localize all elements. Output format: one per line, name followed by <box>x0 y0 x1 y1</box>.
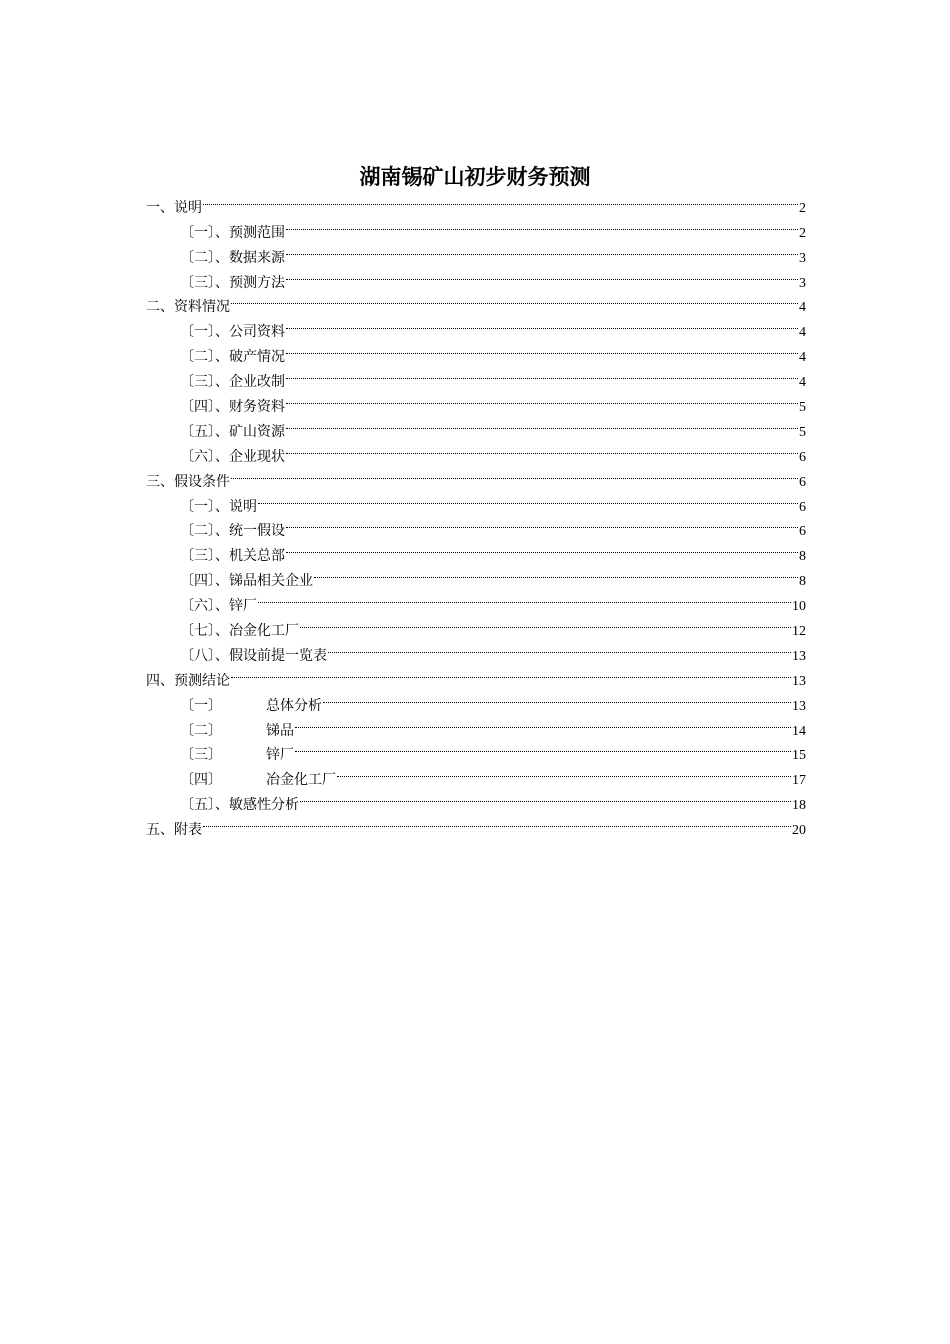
dot-leader <box>231 287 798 312</box>
toc-entry[interactable] <box>146 809 806 839</box>
toc-entry-page-number: 6 <box>799 449 806 465</box>
toc-entry-label: 〔六〕、企业现状 <box>180 448 285 465</box>
toc-entry[interactable] <box>146 187 806 216</box>
dot-leader <box>286 411 798 436</box>
toc-entry-page-number: 4 <box>799 325 806 341</box>
dot-leader <box>231 461 798 486</box>
toc-entry-label: 锑品 <box>266 722 294 739</box>
toc-entry[interactable] <box>146 311 806 341</box>
toc-entry-page-number: 13 <box>792 648 806 664</box>
toc-entry-page-number: 10 <box>792 599 806 615</box>
toc-entry-number: 〔一〕 <box>180 697 222 714</box>
toc-entry-page-number: 18 <box>792 798 806 814</box>
toc-entry[interactable] <box>146 486 806 515</box>
dot-leader <box>286 386 798 411</box>
toc-entry-label: 〔四〕、财务资料 <box>180 399 285 416</box>
dot-leader <box>286 511 798 536</box>
document-title: 湖南锡矿山初步财务预测 <box>359 164 591 190</box>
dot-leader <box>286 336 798 361</box>
toc-entry-page-number: 6 <box>799 499 806 515</box>
toc-entry-page-number: 6 <box>799 474 806 490</box>
toc-entry-label: 〔二〕、破产情况 <box>180 349 285 366</box>
toc-entry-label: 〔三〕、机关总部 <box>180 548 285 565</box>
toc-entry-page-number: 3 <box>799 275 806 291</box>
dot-leader <box>203 809 791 834</box>
toc-entry-page-number: 4 <box>799 375 806 391</box>
dot-leader <box>258 486 798 511</box>
toc-entry-page-number: 8 <box>799 574 806 590</box>
toc-entry-label: 〔六〕、锌厂 <box>180 598 257 615</box>
toc-entry-label: 〔一〕、预测范围 <box>180 224 285 241</box>
toc-entry[interactable] <box>146 759 806 789</box>
toc-entry-label: 三、假设条件 <box>146 473 230 490</box>
toc-entry-label: 冶金化工厂 <box>266 772 336 789</box>
toc-entry-label: 〔七〕、冶金化工厂 <box>180 623 299 640</box>
toc-entry-label: 锌厂 <box>266 747 294 764</box>
toc-entry[interactable] <box>146 461 806 490</box>
toc-entry-label: 四、预测结论 <box>146 672 230 689</box>
toc-entry-page-number: 14 <box>792 723 806 739</box>
toc-entry-page-number: 6 <box>799 524 806 540</box>
toc-entry[interactable] <box>146 735 806 764</box>
toc-entry-label: 〔五〕、敏感性分析 <box>180 797 299 814</box>
toc-entry-page-number: 2 <box>799 225 806 241</box>
dot-leader <box>258 585 791 610</box>
toc-entry-page-number: 12 <box>792 624 806 640</box>
toc-entry-page-number: 3 <box>799 250 806 266</box>
toc-entry[interactable] <box>146 287 806 316</box>
toc-entry[interactable] <box>146 710 806 739</box>
toc-entry-page-number: 4 <box>799 300 806 316</box>
toc-entry[interactable] <box>146 685 806 714</box>
toc-entry-label: 〔四〕、锑品相关企业 <box>180 573 313 590</box>
dot-leader <box>231 660 791 685</box>
dot-leader <box>300 610 791 635</box>
toc-entry-number: 〔三〕 <box>180 747 222 764</box>
toc-entry[interactable] <box>146 660 806 689</box>
toc-entry-label: 总体分析 <box>266 697 322 714</box>
toc-entry-label: 一、说明 <box>146 199 202 216</box>
toc-entry-label: 五、附表 <box>146 822 202 839</box>
toc-entry-page-number: 20 <box>792 823 806 839</box>
toc-entry-page-number: 5 <box>799 400 806 416</box>
dot-leader <box>286 262 798 287</box>
dot-leader <box>337 759 791 784</box>
toc-entry-label: 〔八〕、假设前提一览表 <box>180 647 327 664</box>
toc-entry-page-number: 15 <box>792 748 806 764</box>
dot-leader <box>328 635 791 660</box>
toc-entry-number: 〔二〕 <box>180 722 222 739</box>
toc-entry-label: 〔三〕、预测方法 <box>180 274 285 291</box>
dot-leader <box>295 710 791 735</box>
table-of-contents <box>146 187 806 839</box>
toc-entry-page-number: 17 <box>792 773 806 789</box>
toc-entry-label: 〔一〕、公司资料 <box>180 324 285 341</box>
dot-leader <box>286 535 798 560</box>
toc-entry-page-number: 8 <box>799 549 806 565</box>
dot-leader <box>286 436 798 461</box>
toc-entry-number: 〔四〕 <box>180 772 222 789</box>
dot-leader <box>314 560 798 585</box>
dot-leader <box>295 735 791 760</box>
dot-leader <box>286 311 798 336</box>
toc-entry[interactable] <box>146 784 806 814</box>
toc-entry[interactable] <box>146 212 806 241</box>
dot-leader <box>286 212 798 237</box>
toc-entry-label: 〔五〕、矿山资源 <box>180 423 285 440</box>
toc-entry-label: 〔一〕、说明 <box>180 498 257 515</box>
toc-entry-label: 二、资料情况 <box>146 299 230 316</box>
dot-leader <box>203 187 798 212</box>
toc-entry-page-number: 2 <box>799 200 806 216</box>
toc-entry-page-number: 4 <box>799 350 806 366</box>
dot-leader <box>286 361 798 386</box>
dot-leader <box>323 685 791 710</box>
toc-entry-page-number: 13 <box>792 698 806 714</box>
toc-entry-label: 〔三〕、企业改制 <box>180 374 285 391</box>
dot-leader <box>300 784 791 809</box>
toc-entry-label: 〔二〕、数据来源 <box>180 249 285 266</box>
toc-entry-page-number: 5 <box>799 424 806 440</box>
dot-leader <box>286 237 798 262</box>
toc-entry-label: 〔二〕、统一假设 <box>180 523 285 540</box>
toc-entry-page-number: 13 <box>792 673 806 689</box>
